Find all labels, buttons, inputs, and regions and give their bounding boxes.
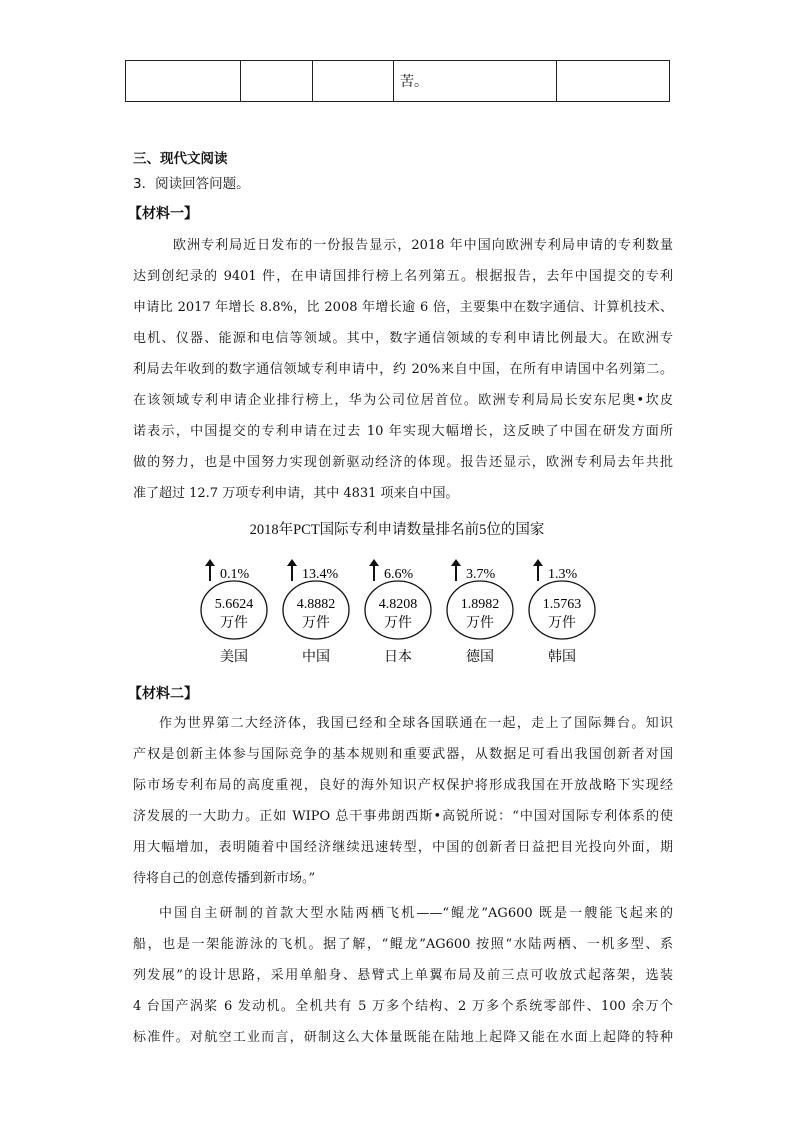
value-label: 1.8982 (460, 597, 500, 612)
question-prompt: 3．阅读回答问题。 (133, 176, 250, 192)
up-arrow-head (287, 559, 297, 566)
table-cell (557, 61, 670, 102)
country-label: 日本 (384, 649, 412, 665)
value-label: 4.8882 (296, 597, 336, 612)
text-line: 船，也是一架能游泳的飞机。据了解，“鲲龙”AG600 按照“水陆两栖、一机多型、系 (133, 937, 673, 952)
table-cell (126, 61, 241, 102)
up-arrow-head (369, 559, 379, 566)
text-line: 中国自主研制的首款大型水陆两栖飞机——“鲲龙”AG600 既是一艘能飞起来的 (159, 906, 673, 921)
country-label: 美国 (220, 649, 248, 665)
up-arrow-head (205, 559, 215, 566)
country-label: 韩国 (548, 649, 576, 665)
material2-paragraph-1 (133, 708, 673, 894)
text-line: 际市场专利布局的高度重视，良好的海外知识产权保护将形成我国在开放战略下实现经 (133, 778, 673, 793)
value-label: 4.8208 (378, 597, 418, 612)
text-line: 4 台国产涡桨 6 发动机。全机共有 5 万多个结构、2 万多个系统零部件、100 余万个 (133, 999, 673, 1014)
text-line: 济发展的一大助力。正如 WIPO 总干事弗朗西斯•高锐所说：“中国对国际专利体系的使 (133, 809, 673, 824)
table-row (126, 61, 670, 102)
patent-ranking-chart (190, 550, 610, 670)
material2-heading: 【材料二】 (128, 686, 198, 702)
table-cell (241, 61, 313, 102)
text-line: 达到创纪录的 9401 件，在申请国排行榜上名列第五。根据报告，去年中国提交的专利 (133, 269, 673, 284)
material1-paragraph (133, 230, 673, 509)
answer-table-fragment (125, 60, 670, 102)
text-line: 欧洲专利局近日发布的一份报告显示，2018 年中国向欧洲专利局申请的专利数量 (173, 238, 673, 253)
unit-label: 万件 (220, 615, 248, 631)
text-line: 做的努力，也是中国努力实现创新驱动经济的体现。报告还显示，欧洲专利局去年共批 (133, 455, 673, 470)
unit-label: 万件 (548, 615, 576, 631)
material1-heading: 【材料一】 (128, 206, 198, 222)
unit-label: 万件 (302, 615, 330, 631)
chart-title: 2018年PCT国际专利申请数量排名前5位的国家 (249, 522, 545, 538)
text-line: 用大幅增加，表明随着中国经济继续迅速转型，中国的创新者日益把目光投向外面，期 (133, 840, 673, 855)
text-line: 在该领域专利申请企业排行榜上，华为公司位居首位。欧洲专利局局长安东尼奥•坎皮 (133, 393, 673, 408)
text-line: 列发展”的设计思路，采用单船身、悬臂式上单翼布局及前三点可收放式起落架，选装 (133, 968, 673, 983)
text-line: 准了超过 12.7 万项专利申请，其中 4831 项来自中国。 (133, 486, 459, 501)
section-title: 三、现代文阅读 (133, 151, 228, 167)
value-label: 1.5763 (542, 597, 582, 612)
value-label: 5.6624 (214, 597, 254, 612)
text-line: 申请比 2017 年增长 8.8%，比 2008 年增长逾 6 倍，主要集中在数字通信、计算机技术、 (133, 300, 673, 315)
growth-label: 1.3% (548, 567, 578, 582)
table-cell (313, 61, 394, 102)
text-line: 作为世界第二大经济体，我国已经和全球各国联通在一起，走上了国际舞台。知识 (159, 716, 673, 731)
material2-paragraph-2 (133, 898, 673, 1053)
text-line: 产权是创新主体参与国际竞争的基本规则和重要武器，从数据足可看出我国创新者对国 (133, 747, 673, 762)
text-line: 电机、仪器、能源和电信等领域。其中，数字通信领域的专利申请比例最大。在欧洲专 (133, 331, 673, 346)
up-arrow-head (451, 559, 461, 566)
text-line: 利局去年收到的数字通信领域专利申请中，约 20%来自中国，在所有申请国中名列第二。 (133, 362, 673, 377)
text-line: 诺表示，中国提交的专利申请在过去 10 年实现大幅增长，这反映了中国在研发方面所 (133, 424, 673, 439)
growth-label: 13.4% (302, 567, 339, 582)
country-label: 中国 (302, 649, 330, 665)
table-cell: 苦。 (394, 61, 557, 102)
unit-label: 万件 (384, 615, 412, 631)
text-line: 待将自己的创意传播到新市场。” (133, 871, 316, 886)
up-arrow-head (533, 559, 543, 566)
growth-label: 6.6% (384, 567, 414, 582)
country-label: 德国 (466, 649, 494, 665)
growth-label: 3.7% (466, 567, 496, 582)
text-line: 标准件。对航空工业而言，研制这么大体量既能在陆地上起降又能在水面上起降的特种 (133, 1030, 673, 1045)
unit-label: 万件 (466, 615, 494, 631)
growth-label: 0.1% (220, 567, 250, 582)
